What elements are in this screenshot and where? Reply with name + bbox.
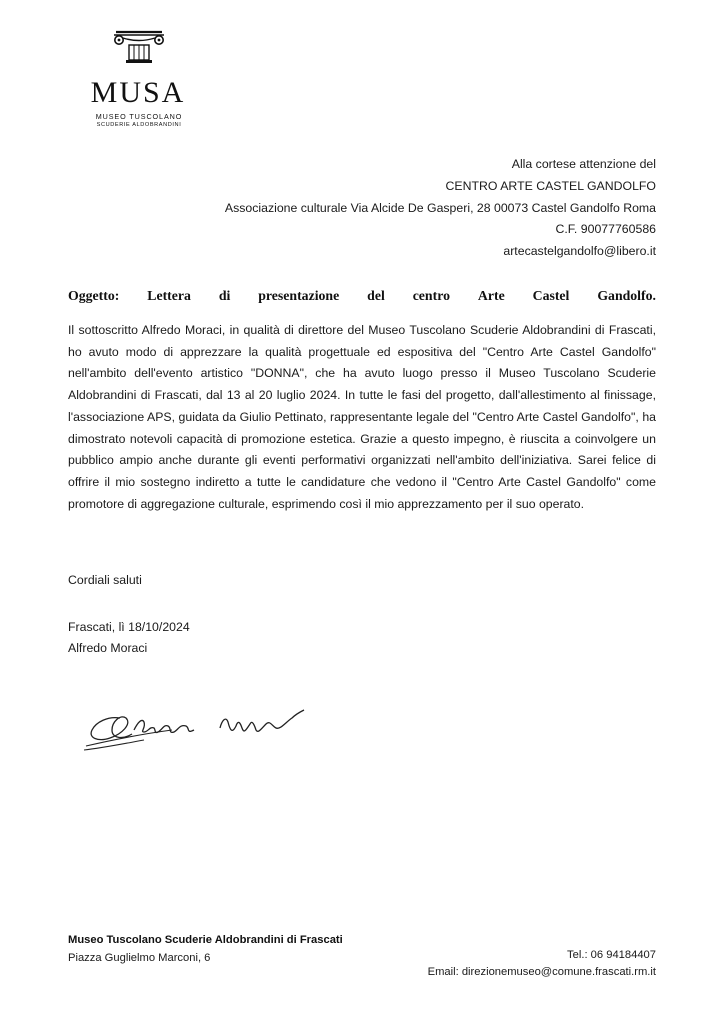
closing-greeting: Cordiali saluti: [68, 573, 142, 587]
letter-subject: [68, 288, 656, 304]
signatory-name: Alfredo Moraci: [68, 641, 148, 655]
subject-word: Lettera: [147, 288, 191, 303]
letter-body: Il sottoscritto Alfredo Moraci, in qualità di direttore del Museo Tuscolano Scuderie Aldobrandini di Frascati, ho avuto modo di apprezzare la qualità progettuale ed espositiva del "Centro Arte Castel Gandolfo" nell'ambito dell'evento artistico "DONNA", che ha avuto luogo presso il Museo Tuscolano Scuderie Aldobrandini di Frascati, dal 13 al 20 luglio 2024. In tutte le fasi del progetto, dall'allestimento al finissage, l'associazione APS, guidata da Giulio Pettinato, rappresentante legale del "Centro Arte Castel Gandolfo", ha dimostrato notevoli capacità di promozione estetica. Grazie a questo impegno, è riuscita a coinvolgere un pubblico ampio anche durante gli eventi performativi organizzati nell'ambito dell'iniziativa. Sarei felice di offrire il mio sostegno indiretto a tutte le candidature che vedono il "Centro Arte Castel Gandolfo" come promotore di aggregazione culturale, esprimendo così il mio apprezzamento per il suo operato.: [68, 323, 656, 511]
recipient-line: Alla cortese attenzione del: [511, 157, 656, 171]
subject-word: di: [218, 288, 231, 303]
subject-word: Gandolfo.: [597, 288, 656, 303]
recipient-email: artecastelgandolfo@libero.it: [503, 244, 656, 259]
recipient-line: CENTRO ARTE CASTEL GANDOLFO: [445, 178, 656, 193]
recipient-address-block: [225, 154, 656, 263]
logo-wordmark: MUSA: [90, 76, 186, 109]
subject-word: centro: [412, 288, 450, 303]
subject-word: Castel: [532, 288, 570, 303]
ionic-column-icon: [110, 26, 168, 64]
handwritten-signature: [82, 700, 312, 760]
subject-word: Arte: [477, 288, 505, 303]
logo-subtitle-scuderie: SCUDERIE ALDOBRANDINI: [96, 122, 182, 128]
footer-email: Email: direzionemuseo@comune.frascati.rm.it: [427, 966, 656, 978]
recipient-line: C.F. 90077760586: [555, 222, 656, 237]
subject-word: del: [367, 288, 385, 303]
place-date: Frascati, lì 18/10/2024: [68, 620, 190, 634]
recipient-line: Associazione culturale Via Alcide De Gasperi, 28 00073 Castel Gandolfo Roma: [224, 200, 656, 215]
subject-word: presentazione: [258, 288, 340, 303]
footer-institution-name: Museo Tuscolano Scuderie Aldobrandini di Frascati: [68, 934, 343, 946]
footer-address: Piazza Guglielmo Marconi, 6: [68, 952, 211, 964]
place-and-date-block: [68, 617, 190, 659]
subject-word: Oggetto:: [68, 288, 120, 303]
logo-subtitle-museum: MUSEO TUSCOLANO: [95, 112, 183, 121]
footer-telephone: Tel.: 06 94184407: [567, 949, 656, 961]
